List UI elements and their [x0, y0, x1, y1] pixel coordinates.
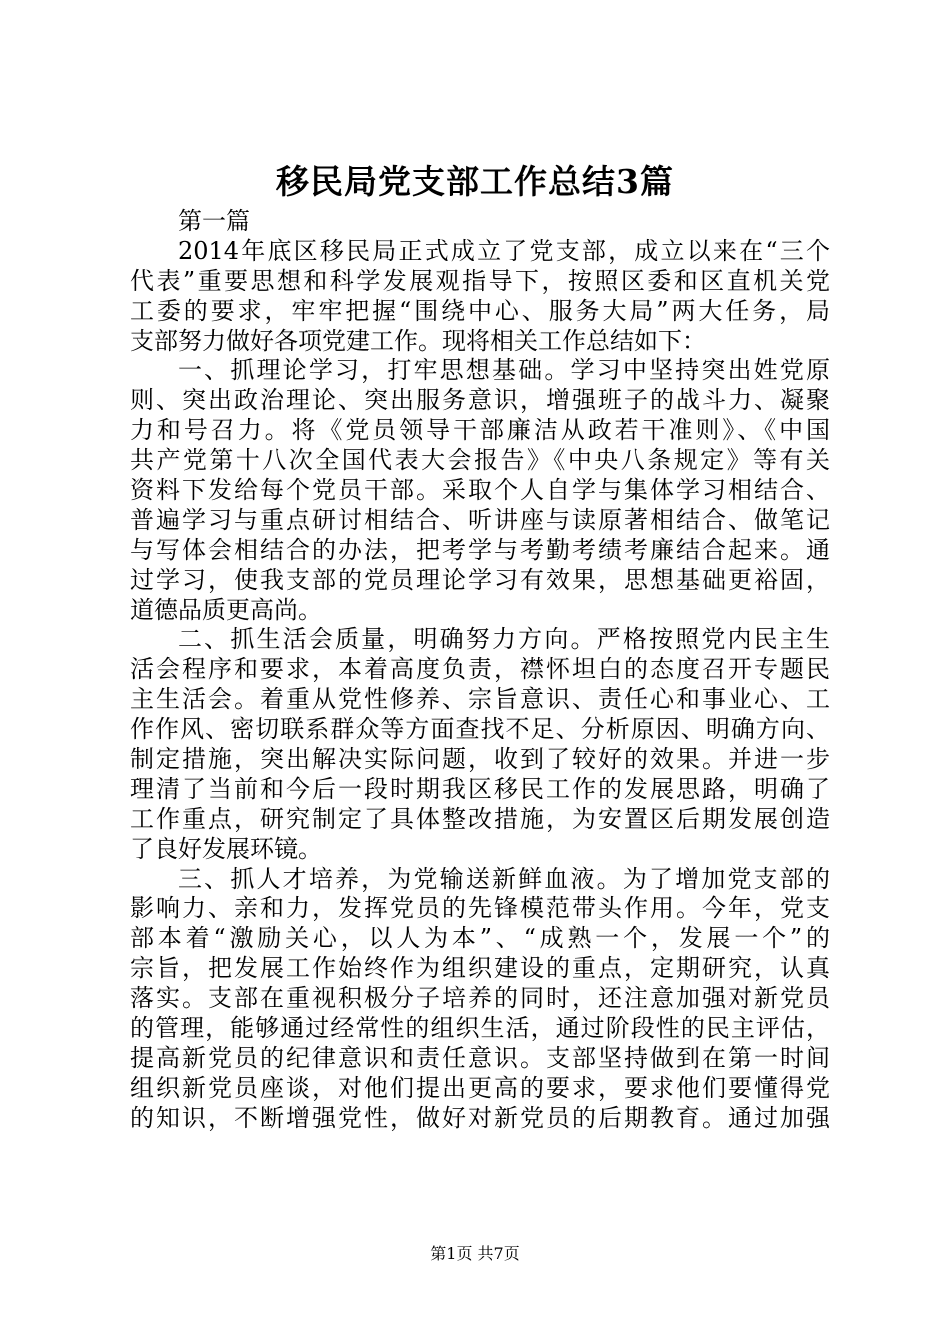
- text-line: 了良好发展环镜。: [130, 834, 322, 863]
- text-line: 理清了当前和今后一段时期我区移民工作的发展思路，明确了: [130, 774, 830, 803]
- text-line: 2014年底区移民局正式成立了党支部，成立以来在“三个: [178, 236, 830, 265]
- text-line: 作作风、密切联系群众等方面查找不足、分析原因、明确方向、: [130, 715, 830, 744]
- text-line: 落实。支部在重视积极分子培养的同时，还注意加强对新党员: [130, 984, 830, 1013]
- text-line: 影响力、亲和力，发挥党员的先锋模范带头作用。今年，党支: [130, 894, 830, 923]
- text-line: 提高新党员的纪律意识和责任意识。支部坚持做到在第一时间: [130, 1043, 830, 1072]
- document-title: 移民局党支部工作总结3篇: [276, 162, 674, 201]
- text-line: 一、抓理论学习，打牢思想基础。学习中坚持突出姓党原: [178, 356, 830, 385]
- text-line: 工委的要求，牢牢把握“围绕中心、服务大局”两大任务，局: [130, 296, 830, 325]
- text-line: 第一篇: [178, 207, 250, 235]
- text-line: 主生活会。着重从党性修养、宗旨意识、责任心和事业心、工: [130, 685, 830, 714]
- text-line: 三、抓人才培养，为党输送新鲜血液。为了增加党支部的: [178, 864, 830, 893]
- text-line: 力和号召力。将《党员领导干部廉洁从政若干准则》、《中国: [130, 416, 830, 445]
- page-footer: 第1页 共7页: [430, 1244, 520, 1263]
- text-line: 支部努力做好各项党建工作。现将相关工作总结如下：: [130, 326, 706, 355]
- text-line: 组织新党员座谈，对他们提出更高的要求，要求他们要懂得党: [130, 1073, 830, 1102]
- text-line: 共产党第十八次全国代表大会报告》《中央八条规定》等有关: [130, 446, 830, 475]
- text-line: 资料下发给每个党员干部。采取个人自学与集体学习相结合、: [130, 476, 830, 505]
- document-body: [130, 207, 830, 1134]
- text-line: 与写体会相结合的办法，把考学与考勤考绩考廉结合起来。通: [130, 535, 830, 564]
- text-line: 的管理，能够通过经常性的组织生活，通过阶段性的民主评估，: [130, 1014, 830, 1043]
- text-line: 过学习，使我支部的党员理论学习有效果，思想基础更裕固，: [130, 565, 830, 594]
- text-line: 制定措施，突出解决实际问题，收到了较好的效果。并进一步: [130, 745, 830, 774]
- text-line: 宗旨，把发展工作始终作为组织建设的重点，定期研究，认真: [130, 954, 830, 983]
- text-line: 普遍学习与重点研讨相结合、听讲座与读原著相结合、做笔记: [130, 505, 830, 534]
- text-line: 的知识，不断增强党性，做好对新党员的后期教育。通过加强: [130, 1103, 830, 1132]
- text-line: 工作重点，研究制定了具体整改措施，为安置区后期发展创造: [130, 804, 830, 833]
- text-line: 二、抓生活会质量，明确努力方向。严格按照党内民主生: [178, 625, 830, 654]
- text-line: 则、突出政治理论、突出服务意识，增强班子的战斗力、凝聚: [130, 386, 830, 415]
- text-line: 活会程序和要求，本着高度负责，襟怀坦白的态度召开专题民: [130, 655, 830, 684]
- text-line: 代表”重要思想和科学发展观指导下，按照区委和区直机关党: [130, 266, 830, 295]
- text-line: 道德品质更高尚。: [130, 595, 322, 624]
- text-line: 部本着“激励关心，以人为本”、“成熟一个，发展一个”的: [130, 924, 830, 953]
